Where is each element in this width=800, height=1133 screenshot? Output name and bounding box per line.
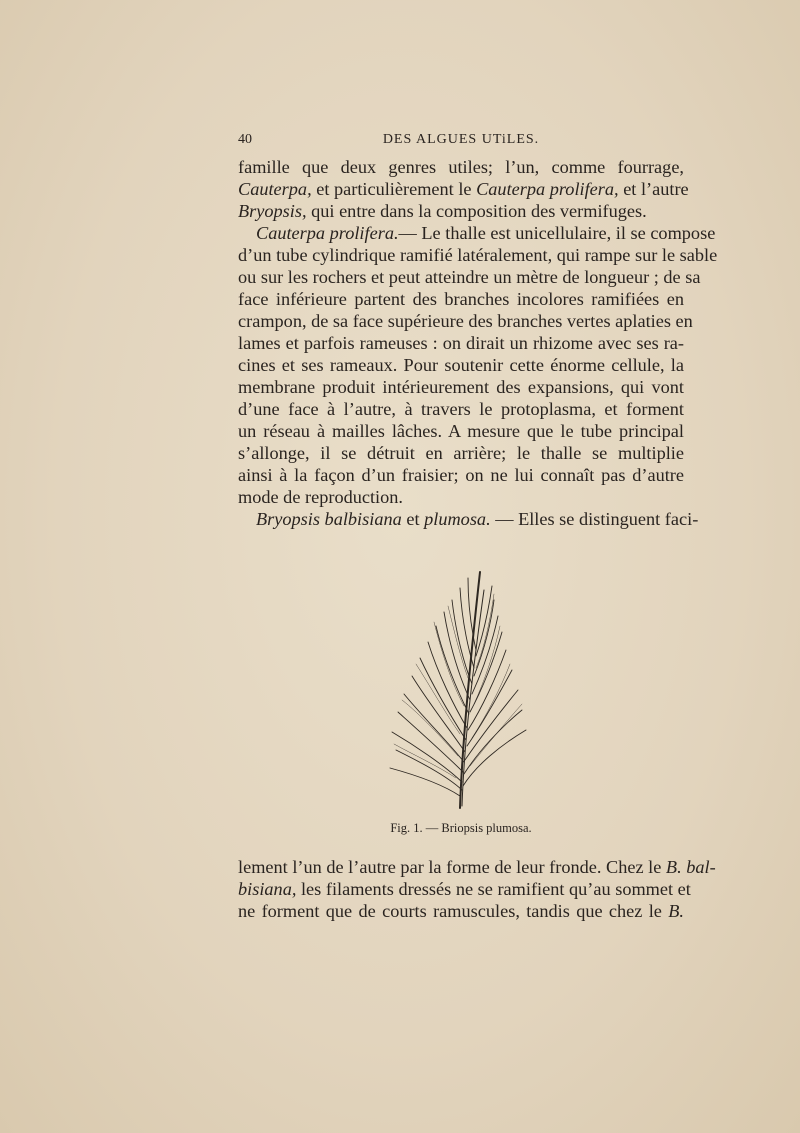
text-line: famille que deux genres utiles; l’un, comme fourrage, xyxy=(238,157,684,177)
figure-caption: Fig. 1. — Briopsis plumosa. xyxy=(390,821,532,835)
text-span: — Le thalle est unicellulaire, il se compose xyxy=(398,223,716,243)
plumose-frond-illustration xyxy=(376,560,546,810)
text-line: face inférieure partent des branches incolores ramifiées en xyxy=(238,289,684,309)
text-line: mode de reproduction. xyxy=(238,487,403,507)
species-name: Cauterpa prolifera, xyxy=(476,179,619,199)
species-name: bisiana, xyxy=(238,879,297,899)
genus-name: Bryopsis, xyxy=(238,201,307,221)
text-line: membrane produit intérieurement des expansions, qui vont xyxy=(238,377,684,397)
genus-name: Cauterpa, xyxy=(238,179,312,199)
text-line: s’allonge, il se détruit en arrière; le thalle se multiplie xyxy=(238,443,684,463)
text-line xyxy=(238,878,691,900)
page-header xyxy=(238,132,684,152)
text-line: ou sur les rochers et peut atteindre un mètre de longueur ; de sa xyxy=(238,267,701,287)
page-number: 40 xyxy=(238,132,252,147)
text-line: ainsi à la façon d’un fraisier; on ne lui connaît pas d’autre xyxy=(238,465,684,485)
figure-bryopsis-plumosa xyxy=(376,560,546,810)
text-line xyxy=(238,508,699,530)
text-span: et l’autre xyxy=(618,179,689,199)
text-span: lement l’un de l’autre par la forme de leur fronde. Chez le xyxy=(238,857,666,877)
text-line: crampon, de sa face supérieure des branches vertes aplaties en xyxy=(238,311,693,331)
section-heading: plumosa. xyxy=(424,509,491,529)
text-span: — Elles se distinguent faci- xyxy=(490,509,699,529)
text-span: et particulièrement le xyxy=(311,179,477,199)
text-line xyxy=(238,856,716,878)
text-line: d’une face à l’autre, à travers le protoplasma, et forment xyxy=(238,399,684,419)
text-line: lames et parfois rameuses : on dirait un rhizome avec ses ra- xyxy=(238,333,684,353)
text-line xyxy=(238,178,689,200)
text-line xyxy=(238,200,684,222)
text-span: les filaments dressés ne se ramifient qu’au sommet et xyxy=(296,879,691,899)
text-line: d’un tube cylindrique ramifié latéralement, qui rampe sur le sable xyxy=(238,245,718,265)
section-heading: Cauterpa prolifera. xyxy=(256,223,399,243)
text-line: un réseau à mailles lâches. A mesure que le tube principal xyxy=(238,421,684,441)
text-span: ne forment que de courts ramuscules, tandis que chez le xyxy=(238,901,669,921)
text-line xyxy=(238,900,684,922)
species-name: B. xyxy=(668,901,684,921)
text-line: cines et ses rameaux. Pour soutenir cette énorme cellule, la xyxy=(238,355,684,375)
text-line xyxy=(238,222,716,244)
text-span: et xyxy=(401,509,425,529)
species-name: B. bal- xyxy=(665,857,716,877)
text-span: qui entre dans la composition des vermifuges. xyxy=(306,201,647,221)
section-heading: Bryopsis balbisiana xyxy=(256,509,402,529)
body-text-top xyxy=(238,156,718,530)
running-head: DES ALGUES UTiLES. xyxy=(382,132,540,147)
body-text-bottom xyxy=(238,856,716,922)
